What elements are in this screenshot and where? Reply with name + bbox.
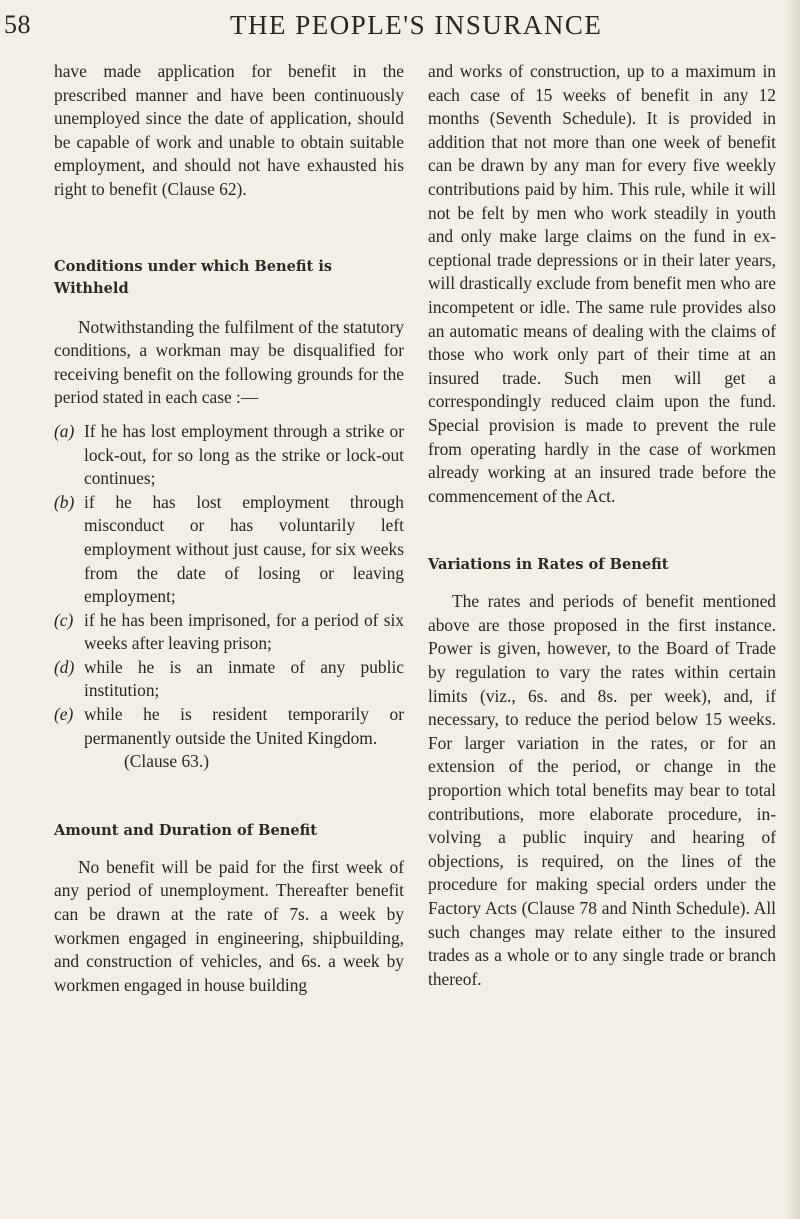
item-text: while he is resident temporarily or permanently outside the United Kingdom.: [84, 704, 404, 748]
intro-paragraph: have made application for benefit in the prescribed manner and have been continuously unemployed since the date of application, should be capable of work and unable to obtain suitable employment, and should not have exhausted his right to benefit (Clause 62).: [54, 61, 404, 199]
list-item: [54, 491, 404, 609]
right-column: [428, 60, 776, 991]
clause-note: (Clause 63.): [124, 751, 210, 772]
list-item: [54, 609, 404, 656]
item-text: if he has been imprisoned, for a period of six weeks after leaving prison;: [84, 609, 404, 654]
item-text: If he has lost employment through a strike or lock-out, for so long as the strike or lock-out continues;: [84, 420, 404, 489]
notwithstanding-paragraph: Notwithstanding the fulfilment of the statutory conditions, a workman may be disqualified for receiving benefit on the following grounds for the period stated in each case :—: [54, 316, 404, 408]
list-item: [54, 656, 404, 703]
heading-amount: Amount and Duration of Benefit: [54, 821, 317, 839]
heading-conditions: Conditions under which Benefit is Withheld: [54, 257, 333, 297]
item-text: if he has lost employment through misconduct or has voluntarily left employment without just cause, for six weeks from the date of losing or leaving employment;: [84, 491, 404, 607]
item-label: (b): [54, 491, 75, 512]
continuation-paragraph: and works of construction, up to a maximum in each case of 15 weeks of benefit in any 12 months (Seventh Schedule). It is provided in addition that not more than one week of benefit can be drawn by any man for every five weekly contributions paid by him. This rule, while it will not be felt by men who work steadily in youth and only make large claims on the fund in exceptional trade depressions or in their later years, will drastically exclude from benefit men who are incompetent or idle. The same rule provides also an automatic means of dealing with the claims of those who work only part of their time at an insured trade. Such men will get a correspondingly reduced claim upon the fund. Special provision is made to prevent the rule from operating hardly in the case of workmen already working at an insured trade before the commencement of the Act.: [428, 61, 776, 506]
list-item: [54, 703, 404, 750]
amount-paragraph: No benefit will be paid for the first week of any period of unemployment. Thereafter benefit can be drawn at the rate of 7s. a week by workmen engaged in engineering, shipbuilding, and construction of vehicles, and 6s. a week by workmen engaged in house building: [54, 856, 404, 995]
item-text: while he is an inmate of any public institution;: [84, 656, 404, 701]
item-label: (d): [54, 656, 75, 677]
heading-variations: Variations in Rates of Benefit: [428, 556, 669, 574]
left-column: [54, 60, 404, 997]
running-title: THE PEOPLE'S INSURANCE: [230, 10, 603, 40]
page-header: [0, 0, 800, 48]
item-label: (c): [54, 609, 74, 630]
page-number: 58: [4, 10, 31, 39]
item-label: (e): [54, 704, 74, 725]
page-edge-shadow: [786, 0, 800, 1219]
variations-paragraph: The rates and periods of benefit mentioned above are those proposed in the first instance. Power is given, however, to the Board of Trade by regulation to vary the rates within certain limits (viz., 6s. and 8s. per week), and, if necessary, to reduce the period below 15 weeks. For larger variation in the rates, or for an extension of the period, or change in the proportion which total benefits may bear to total contributions, more elaborate procedure, involving a public inquiry and hearing of objections, is required, on the lines of the procedure for making special orders under the Factory Acts (Clause 78 and Ninth Schedule). All such changes may relate either to the insured trades as a whole or to any single trade or branch thereof.: [428, 591, 776, 989]
item-label: (a): [54, 420, 75, 441]
disqualification-list: [54, 420, 404, 750]
list-item: [54, 420, 404, 491]
